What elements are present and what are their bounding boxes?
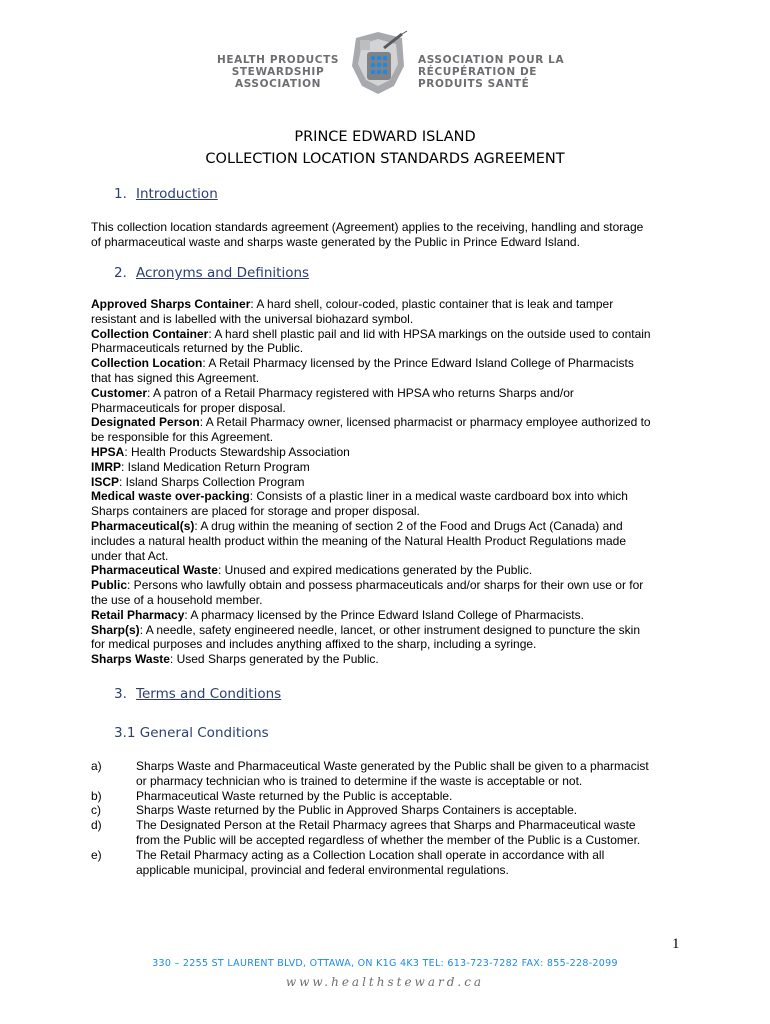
definition-item: Sharp(s): A needle, safety engineered needle, lancet, or other instrument designed to puncture the skin for medical purposes and includes anything affixed to the sharp, including a syringe.: [91, 622, 641, 652]
page-number: 1: [672, 936, 680, 952]
list-item: c) Sharps Waste returned by the Public in Approved Sharps Containers is acceptable.: [91, 803, 578, 818]
definition-item: Pharmaceutical(s): A drug within the meaning of section 2 of the Food and Drugs Act (Canada) and includes a natural health product within the meaning of the Natural Health Product Regulations made under that Act.: [91, 518, 626, 563]
document-title: [0, 126, 770, 170]
definitions-list: [91, 297, 691, 667]
conditions-list: [91, 759, 691, 877]
definition-item: ISCP: Island Sharps Collection Program: [91, 474, 305, 489]
definition-item: Retail Pharmacy: A pharmacy licensed by the Prince Edward Island College of Pharmacists.: [91, 607, 584, 622]
hpsa-logo-icon: [348, 30, 410, 96]
definition-item: Sharps Waste: Used Sharps generated by the Public.: [91, 652, 379, 667]
definition-item: Designated Person: A Retail Pharmacy owner, licensed pharmacist or pharmacy employee authorized to be responsible for this Agreement.: [91, 415, 651, 445]
definition-item: Collection Container: A hard shell plastic pail and lid with HPSA markings on the outside used to contain Pharmaceuticals returned by the Public.: [91, 326, 651, 356]
intro-paragraph: This collection location standards agreement (Agreement) applies to the receiving, handling and storage of pharmaceutical waste and sharps waste generated by the Public in Prince Edward Island.: [91, 220, 644, 249]
definition-item: Approved Sharps Container: A hard shell, colour-coded, plastic container that is leak and tamper resistant and is labelled with the universal biohazard symbol.: [91, 297, 614, 326]
section-heading-definitions: 2. Acronyms and Definitions: [114, 265, 310, 281]
org-name-french: ASSOCIATION POUR LA RÉCUPÉRATION DE PRODUITS SANTÉ: [418, 54, 565, 90]
list-item: d) The Designated Person at the Retail Pharmacy agrees that Sharps and Pharmaceutical waste from the Public will be accepted regardless of whether the member of the Public is a Customer.: [91, 818, 641, 847]
subsection-heading-general-conditions: 3.1 General Conditions: [114, 725, 269, 741]
footer-website-link[interactable]: www.healthsteward.ca: [285, 975, 485, 989]
definition-item: Pharmaceutical Waste: Unused and expired medications generated by the Public.: [91, 563, 533, 578]
definition-item: Collection Location: A Retail Pharmacy licensed by the Prince Edward Island College of Pharmacists that has signed this Agreement.: [91, 356, 634, 385]
definition-item: Medical waste over-packing: Consists of a plastic liner in a medical waste cardboard box into which Sharps containers are placed for storage and proper disposal.: [91, 489, 628, 519]
footer-address: 330 – 2255 ST LAURENT BLVD, OTTAWA, ON K1G 4K3 TEL: 613-723-7282 FAX: 855-228-2099: [152, 958, 618, 969]
list-item: b) Pharmaceutical Waste returned by the Public is acceptable.: [91, 788, 453, 803]
title-line-2: COLLECTION LOCATION STANDARDS AGREEMENT: [205, 151, 565, 167]
section-heading-introduction: 1. Introduction: [114, 186, 218, 202]
letterhead: [0, 28, 770, 98]
org-name-english: HEALTH PRODUCTS STEWARDSHIP ASSOCIATION: [216, 54, 340, 90]
section-heading-terms: 3. Terms and Conditions: [114, 686, 282, 702]
definition-item: IMRP: Island Medication Return Program: [91, 459, 310, 474]
list-item: a) Sharps Waste and Pharmaceutical Waste generated by the Public shall be given to a pharmacist or pharmacy technician who is trained to determine if the waste is acceptable or not.: [91, 759, 649, 788]
title-line-1: PRINCE EDWARD ISLAND: [294, 129, 476, 145]
definition-item: HPSA: Health Products Stewardship Association: [91, 444, 350, 459]
definition-item: Customer: A patron of a Retail Pharmacy registered with HPSA who returns Sharps and/or Pharmaceuticals for proper disposal.: [91, 385, 574, 415]
list-item: e) The Retail Pharmacy acting as a Collection Location shall operate in accordance with all applicable municipal, provincial and federal environmental regulations.: [91, 847, 605, 877]
definition-item: Public: Persons who lawfully obtain and possess pharmaceuticals and/or sharps for their own use or for the use of a household member.: [91, 578, 644, 607]
